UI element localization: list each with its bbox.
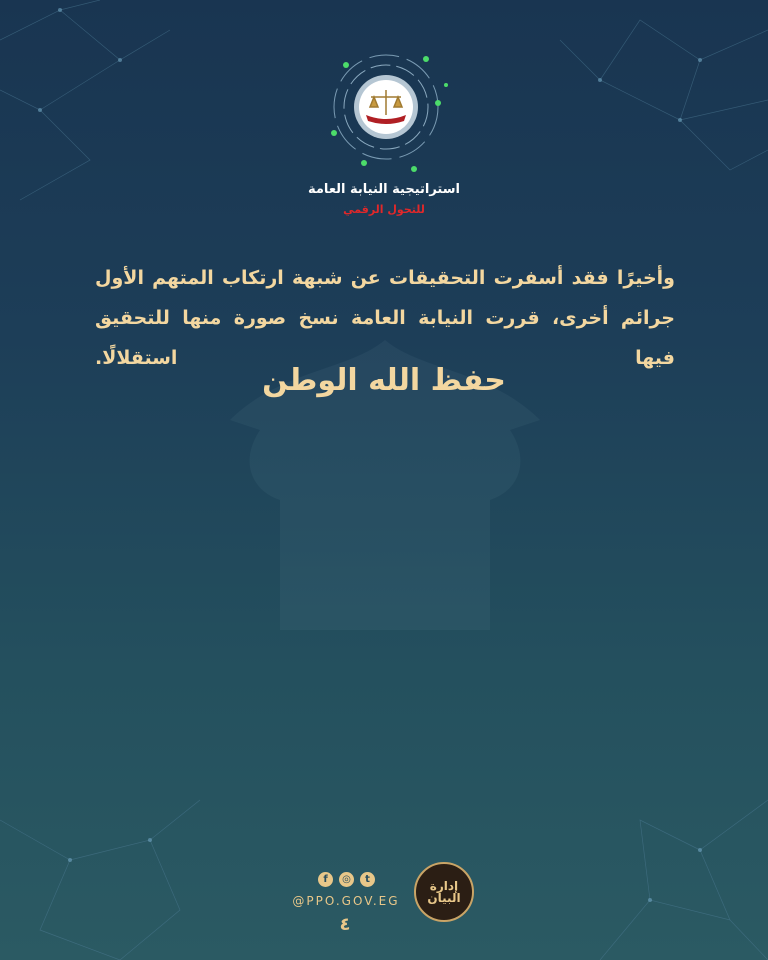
slogan: حفظ الله الوطن <box>262 363 506 398</box>
seal-text: إدارة البيان <box>427 879 461 905</box>
brand-title: استراتيجية النيابة العامة <box>308 182 460 197</box>
statement-text: وأخيرًا فقد أسفرت التحقيقات عن شبهة ارتكاب المتهم الأول جرائم أخرى، قررت النيابة العامة نسخ صورة منها للتحقيق فيها استقلالًا. <box>95 267 675 369</box>
brand-subtitle: للتحول الرقمي <box>343 203 425 216</box>
instagram-icon[interactable]: ◎ <box>339 872 354 887</box>
facebook-icon[interactable]: f <box>318 872 333 887</box>
page-number: ٤ <box>339 914 351 935</box>
digital-strategy-logo <box>316 45 456 175</box>
social-icons <box>318 872 375 887</box>
twitter-icon[interactable]: t <box>360 872 375 887</box>
social-handle[interactable]: @PPO.GOV.EG <box>292 894 400 908</box>
media-office-seal <box>414 862 474 922</box>
